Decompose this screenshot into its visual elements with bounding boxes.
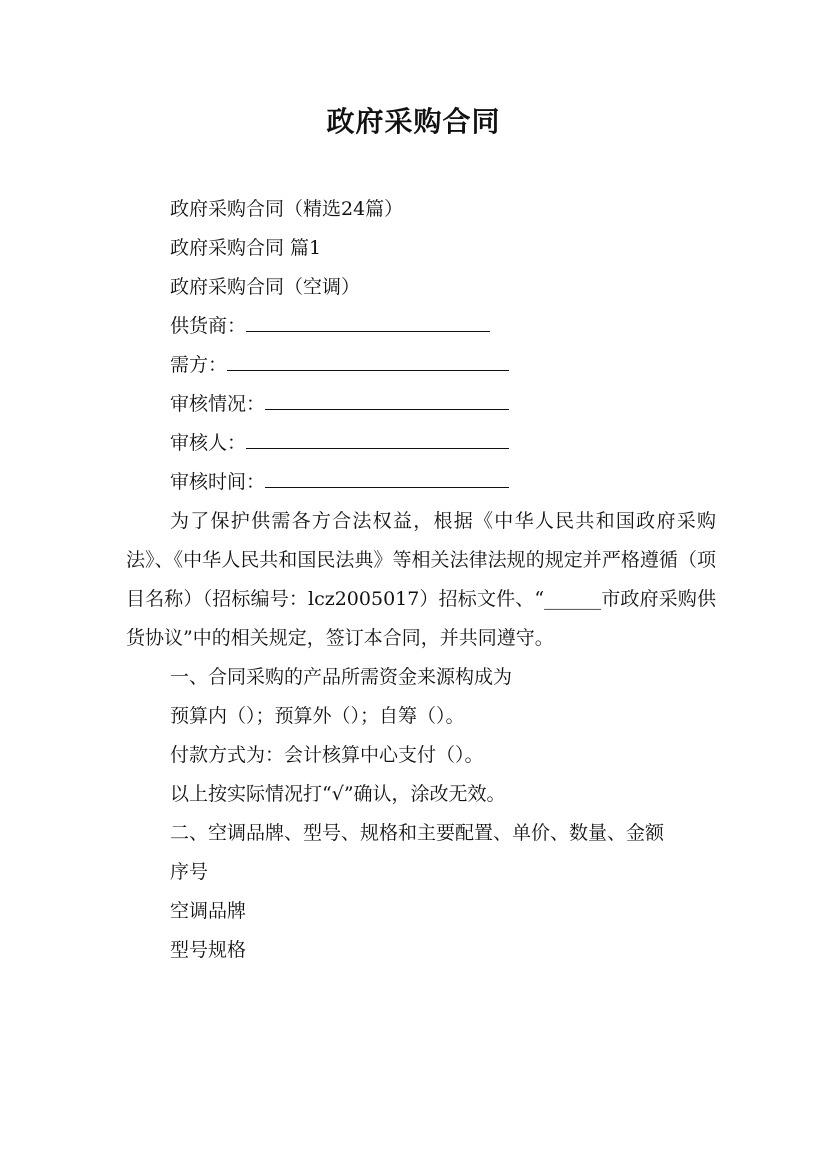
supplier-label: 供货商： [170,315,247,337]
review-time-blank [265,465,509,488]
table-header-model: 型号规格 [170,939,247,961]
reviewer-field [126,424,716,463]
section-one-heading: 一、合同采购的产品所需资金来源构成为 [170,666,513,688]
buyer-field [126,346,716,385]
reviewer-label: 审核人： [170,432,247,454]
review-time-label: 审核时间： [170,471,266,493]
review-status-field [126,385,716,424]
review-status-blank [265,387,509,410]
budget-line: 预算内（）；预算外（）；自筹（）。 [170,705,465,727]
payment-line: 付款方式为：会计核算中心支付（）。 [170,744,484,766]
intro-paragraph: 为了保护供需各方合法权益，根据《中华人民共和国政府采购法》、《中华人民共和国民法典》等相关法律法规的规定并严格遵循（项目名称）（招标编号：lcz2005017）招标文件、“______市政府采购供货协议”中的相关规定，签订本合同，并共同遵守。 [126,510,716,649]
note-line: 以上按实际情况打“√”确认，涂改无效。 [170,783,506,805]
buyer-label: 需方： [170,354,228,376]
contract-name: 政府采购合同（空调） [170,276,361,298]
reviewer-blank [246,426,509,449]
subtitle-line: 政府采购合同（精选24篇） [170,198,404,220]
buyer-blank [227,348,509,371]
supplier-field [126,307,716,346]
document-title: 政府采购合同 [326,105,501,138]
review-time-field [126,463,716,502]
section-two-heading: 二、空调品牌、型号、规格和主要配置、单价、数量、金额 [170,822,665,844]
document-body [126,190,716,970]
review-status-label: 审核情况： [170,393,266,415]
table-header-serial: 序号 [170,861,209,883]
table-header-brand: 空调品牌 [170,900,247,922]
supplier-blank [246,309,490,332]
chapter-heading: 政府采购合同 篇1 [170,237,322,259]
